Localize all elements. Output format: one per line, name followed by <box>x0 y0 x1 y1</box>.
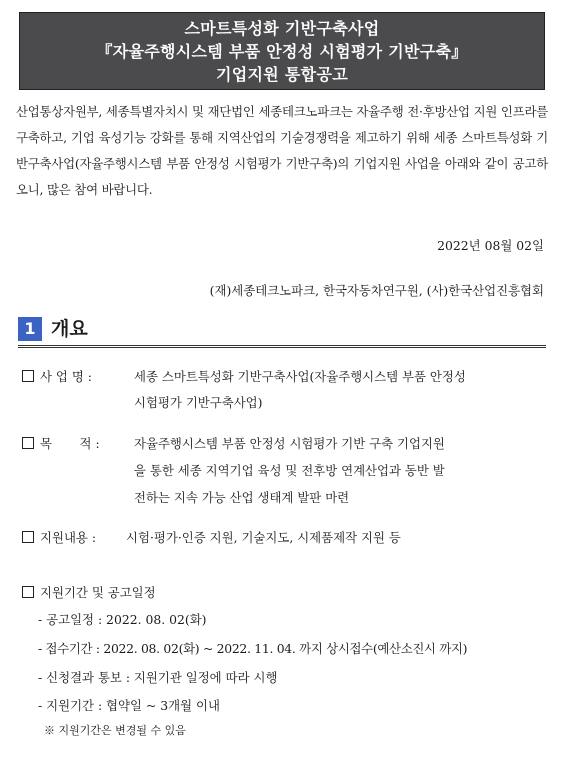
item-text: 을 통한 세종 지역기업 육성 및 전후방 연계산업과 동반 발 <box>134 463 445 478</box>
section-heading <box>18 314 546 348</box>
item-label: 목 적 : <box>40 436 100 451</box>
item-project-name <box>22 364 552 424</box>
title-line-3: 기업지원 통합공고 <box>216 65 348 84</box>
item-text: 전하는 지속 가능 산업 생태계 발판 마련 <box>134 490 350 505</box>
title-line-2: 『자율주행시스템 부품 안정성 시험평가 기반구축』 <box>96 42 468 61</box>
schedule-note: ※ 지원기간은 변경될 수 있음 <box>44 724 186 737</box>
item-text: 시험·평가·인증 지원, 기술지도, 시제품제작 지원 등 <box>126 530 401 545</box>
item-schedule <box>22 580 552 608</box>
schedule-line: - 지원기간 : 협약일 ~ 3개월 이내 <box>38 698 220 713</box>
item-text: 자율주행시스템 부품 안정성 시험평가 기반 구축 기업지원 <box>134 436 445 451</box>
section-title: 개요 <box>51 318 88 340</box>
intro-paragraph: 산업통상자원부, 세종특별자치시 및 재단법인 세종테크노파크는 자율주행 전·후방산업 지원 인프라를 구축하고, 기업 육성기능 강화를 통해 지역산업의 기술경쟁력을 제고하기 위해 세종 스마트특성화 기반구축사업(자율주행시스템 부품 안정성 시험평가 기반구축)의 기업지원 사업을 아래와 같이 공고하오니, 많은 참여 바랍니다. <box>16 104 548 197</box>
item-support <box>22 525 552 553</box>
item-label: 지원내용 : <box>40 530 96 545</box>
item-label: 지원기간 및 공고일정 <box>40 585 156 600</box>
checkbox-square-icon <box>22 586 34 598</box>
item-purpose <box>22 431 552 511</box>
issuing-organizations: (재)세종테크노파크, 한국자동차연구원, (사)한국산업진흥협회 <box>209 283 544 298</box>
item-text: 시험평가 기반구축사업) <box>134 395 263 410</box>
checkbox-square-icon <box>22 531 34 543</box>
section-number-badge: 1 <box>18 317 42 341</box>
announcement-title-box <box>19 12 545 90</box>
item-label: 사 업 명 : <box>40 369 92 384</box>
checkbox-square-icon <box>22 437 34 449</box>
schedule-line: - 공고일정 : 2022. 08. 02(화) <box>38 612 207 627</box>
checkbox-square-icon <box>22 370 34 382</box>
item-text: 세종 스마트특성화 기반구축사업(자율주행시스템 부품 안정성 <box>134 369 466 384</box>
announcement-date: 2022년 08월 02일 <box>437 238 544 253</box>
title-line-1: 스마트특성화 기반구축사업 <box>184 19 380 38</box>
schedule-line: - 접수기간 : 2022. 08. 02(화) ~ 2022. 11. 04. 까지 상시접수(예산소진시 까지) <box>38 641 468 656</box>
schedule-line: - 신청결과 통보 : 지원기관 일정에 따라 시행 <box>38 670 278 685</box>
